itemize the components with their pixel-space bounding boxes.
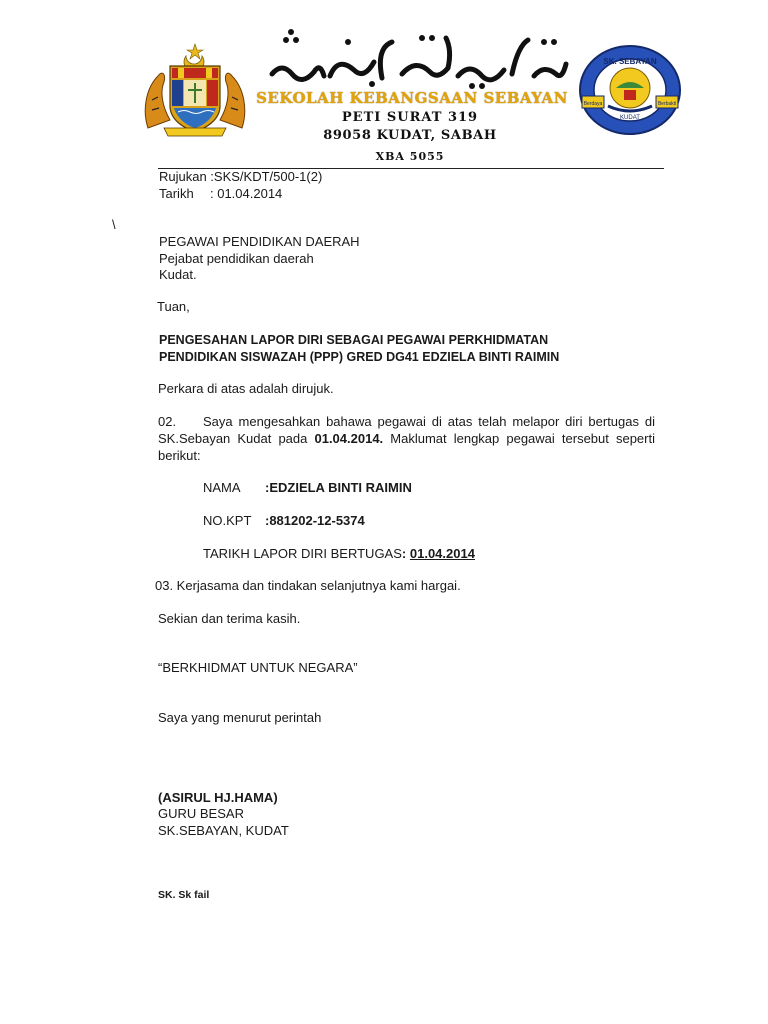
report-date-label: TARIKH LAPOR DIRI BERTUGAS	[203, 546, 402, 561]
report-date-value: 01.04.2014	[409, 546, 475, 561]
paragraph-2-text-a: Saya mengesahkan bahawa pegawai di atas telah melapor diri bertugas di SK.Sebayan Kudat pada	[158, 414, 655, 446]
kpt-value: :881202-12-5374	[265, 513, 365, 528]
motto: “BERKHIDMAT UNTUK NEGARA”	[158, 660, 358, 675]
logo-text-left: Berdaya	[583, 101, 603, 107]
recipient-city: Kudat.	[159, 267, 197, 282]
recipient-title: PEGAWAI PENDIDIKAN DAERAH	[159, 234, 360, 249]
paragraph-2-text-b: Maklumat lengkap pegawai tersebut seperti berikut:	[158, 431, 655, 463]
school-name: SEKOLAH KEBANGSAAN SEBAYAN	[256, 89, 568, 107]
logo-text-bottom: KUDAT	[620, 115, 640, 121]
paragraph-4: Sekian dan terima kasih.	[158, 611, 301, 626]
jawi-calligraphy-title	[262, 22, 574, 92]
date-value: : 01.04.2014	[210, 186, 283, 201]
reference-number: Rujukan :SKS/KDT/500-1(2)	[159, 169, 323, 184]
paragraph-2-date: 01.04.2014.	[314, 431, 384, 446]
coat-of-arms-emblem	[140, 40, 250, 140]
recipient-office: Pejabat pendidikan daerah	[159, 251, 314, 266]
name-value: :EDZIELA BINTI RAIMIN	[265, 480, 412, 495]
paragraph-1: Perkara di atas adalah dirujuk.	[158, 381, 334, 396]
report-date-colon: :	[401, 546, 407, 561]
report-date-row	[203, 546, 475, 562]
subject-line-1: PENGESAHAN LAPOR DIRI SEBAGAI PEGAWAI PERKHIDMATAN	[159, 333, 549, 347]
stray-mark: \	[112, 217, 116, 232]
logo-text-top: SK. SEBAYAN	[603, 57, 657, 66]
signatory-name: (ASIRUL HJ.HAMA)	[158, 790, 278, 805]
date-label: Tarikh	[159, 186, 194, 201]
carbon-copy: SK. Sk fail	[158, 889, 210, 901]
subject-line-2: PENDIDIKAN SISWAZAH (PPP) GRED DG41 EDZIELA BINTI RAIMIN	[159, 350, 560, 364]
paragraph-2	[158, 413, 655, 464]
name-label: NAMA	[203, 480, 241, 495]
kpt-label: NO.KPT	[203, 513, 252, 528]
school-logo	[578, 44, 682, 136]
signatory-title: GURU BESAR	[158, 806, 244, 821]
closing-line: Saya yang menurut perintah	[158, 710, 322, 725]
address-po-box: PETI SURAT 319	[341, 110, 479, 125]
school-code: XBA 5055	[375, 150, 445, 163]
salutation: Tuan,	[157, 299, 190, 314]
paragraph-3: 03. Kerjasama dan tindakan selanjutnya kami hargai.	[155, 578, 461, 593]
signatory-org: SK.SEBAYAN, KUDAT	[158, 823, 289, 838]
address-postcode-city: 89058 KUDAT, SABAH	[323, 128, 497, 143]
logo-text-right: Berbakti	[657, 101, 677, 107]
paragraph-2-number: 02.	[158, 414, 177, 429]
